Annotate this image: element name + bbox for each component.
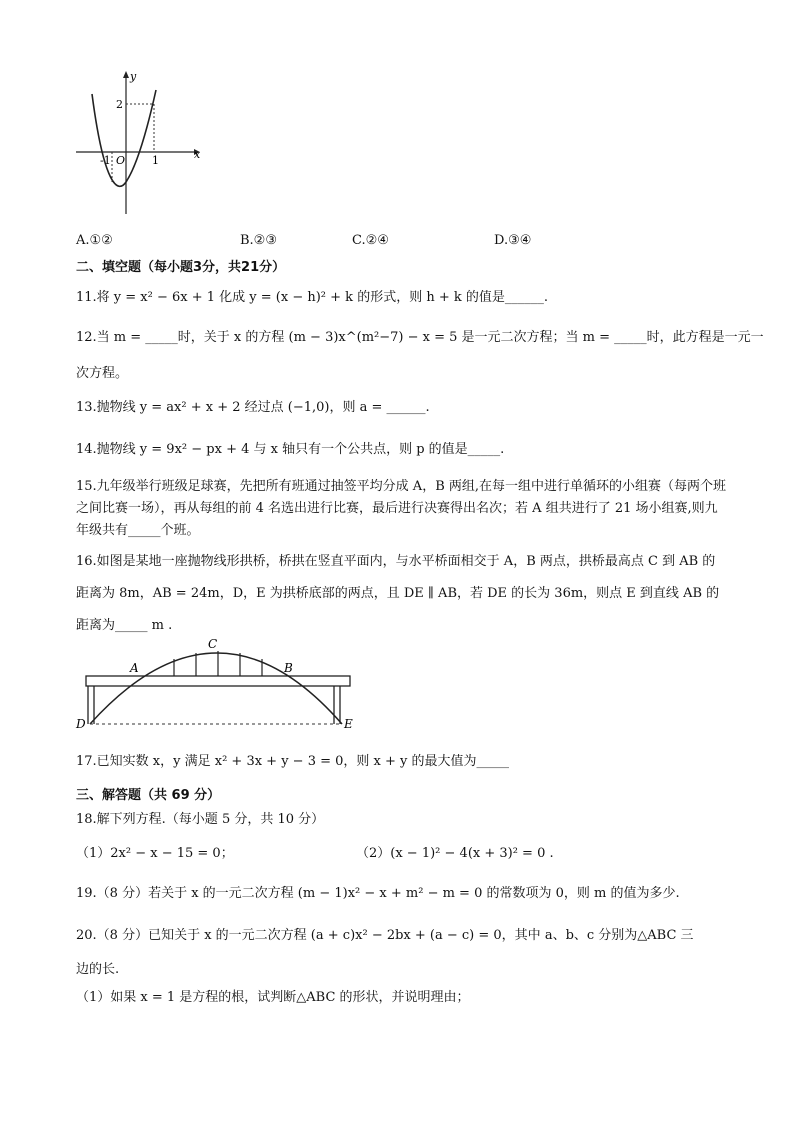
question-13: 13.抛物线 y = ax² + x + 2 经过点 (−1,0)，则 a = ______. (76, 400, 430, 415)
axis-label-y: y (130, 70, 137, 83)
option-a: A.①② (76, 233, 113, 248)
point-label-b: B (284, 661, 293, 675)
option-d: D.③④ (494, 233, 532, 248)
question-12-line1: 12.当 m = _____时，关于 x 的方程 (m − 3)x^(m²−7) − x = 5 是一元二次方程；当 m = _____时，此方程是一元一 (76, 330, 764, 345)
question-20-line1: 20.（8 分）已知关于 x 的一元二次方程 (a + c)x² − 2bx + (a − c) = 0，其中 a、b、c 分别为△ABC 三 (76, 928, 694, 943)
question-12-line2: 次方程。 (76, 366, 129, 381)
tick-label-neg1: -1 (100, 154, 111, 167)
bridge-deck (86, 676, 350, 686)
axis-label-x: x (194, 148, 201, 161)
question-17: 17.已知实数 x，y 满足 x² + 3x + y − 3 = 0，则 x + y 的最大值为_____ (76, 754, 510, 769)
parabola-graph (70, 66, 210, 218)
question-20-part1: （1）如果 x = 1 是方程的根，试判断△ABC 的形状，并说明理由； (76, 990, 470, 1005)
point-label-d: D (76, 717, 86, 730)
point-label-e: E (344, 717, 353, 730)
question-16: 16.如图是某地一座抛物线形拱桥，桥拱在竖直平面内，与水平桥面相交于 A，B 两点，拱桥最高点 C 到 AB 的距离为 8m，AB = 24m，D，E 为拱桥底部的两点，且 DE ∥ AB，若 DE 的长为 36m，则点 E 到直线 AB 的距离为_____ m . (76, 554, 720, 633)
point-label-c: C (208, 638, 218, 651)
option-b: B.②③ (240, 233, 277, 248)
question-11: 11.将 y = x² − 6x + 1 化成 y = (x − h)² + k 的形式，则 h + k 的值是______. (76, 290, 548, 305)
question-15: 15.九年级举行班级足球赛，先把所有班通过抽签平均分成 A，B 两组,在每一组中进行单循环的小组赛（每两个班之间比赛一场），再从每组的前 4 名选出进行比赛，最后进行决赛得出名次；若 A 组共进行了 21 场小组赛,则九年级共有_____个班。 (76, 479, 727, 538)
y-axis-arrow-icon (123, 71, 129, 78)
question-18-part2: （2）(x − 1)² − 4(x + 3)² = 0 . (356, 846, 554, 861)
tick-label-1: 1 (152, 154, 159, 167)
point-label-a: A (130, 661, 139, 675)
question-18: 18.解下列方程.（每小题 5 分，共 10 分） (76, 812, 325, 827)
arch-curve (90, 653, 342, 724)
question-20-line2: 边的长. (76, 962, 120, 977)
section-heading-solutions: 三、解答题（共 69 分） (76, 788, 221, 803)
arch-bridge-figure (74, 638, 364, 730)
tick-label-2: 2 (116, 98, 123, 111)
tick-label-origin: O (116, 154, 126, 167)
section-heading-fill-in: 二、填空题（每小题3分，共21分） (76, 260, 286, 275)
question-19: 19.（8 分）若关于 x 的一元二次方程 (m − 1)x² − x + m² − m = 0 的常数项为 0，则 m 的值为多少. (76, 886, 680, 901)
question-18-part1: （1）2x² − x − 15 = 0； (76, 846, 234, 861)
option-c: C.②④ (352, 233, 389, 248)
question-14: 14.抛物线 y = 9x² − px + 4 与 x 轴只有一个公共点，则 p 的值是_____. (76, 442, 505, 457)
